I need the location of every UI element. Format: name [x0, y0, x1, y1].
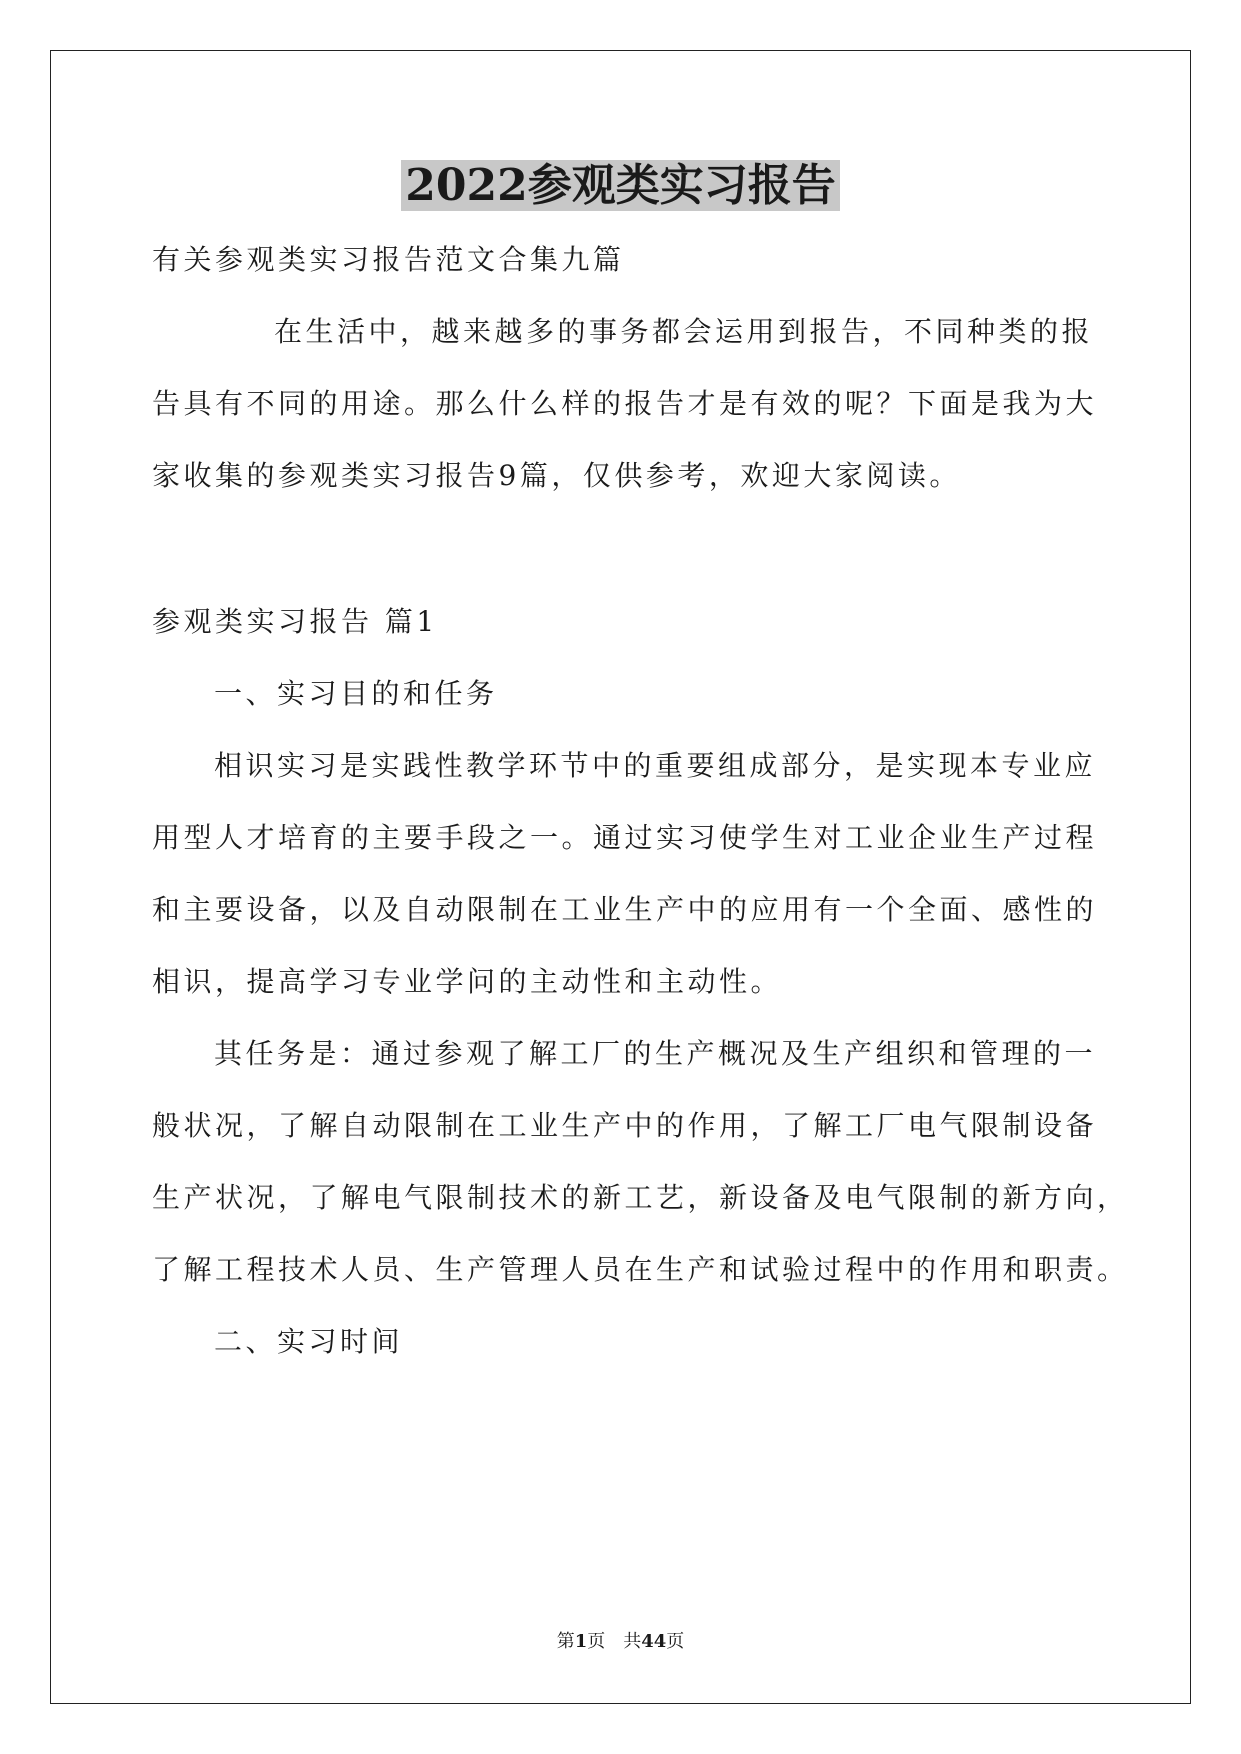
page-border	[50, 50, 1191, 1704]
para1-line-3: 和主要设备，以及自动限制在工业生产中的应用有一个全面、感性的	[152, 893, 1098, 926]
document-title	[0, 156, 1241, 216]
footer-suffix: 页	[666, 1631, 685, 1652]
intro-line-2: 告具有不同的用途。那么什么样的报告才是有效的呢？下面是我为大	[152, 387, 1098, 420]
section-heading: 参观类实习报告 篇1	[152, 605, 438, 638]
document-title-text: 2022参观类实习报告	[401, 160, 839, 211]
intro-line-3: 家收集的参观类实习报告9篇，仅供参考，欢迎大家阅读。	[152, 459, 961, 492]
intro-line-1: 在生活中，越来越多的事务都会运用到报告，不同种类的报	[274, 315, 1094, 348]
footer-mid: 页 共	[587, 1631, 642, 1652]
part2-heading: 二、实习时间	[214, 1325, 404, 1358]
part1-heading: 一、实习目的和任务	[214, 677, 498, 710]
para1-line-1: 相识实习是实践性教学环节中的重要组成部分，是实现本专业应	[214, 749, 1097, 782]
page-footer	[0, 1630, 1241, 1654]
para2-line-4: 了解工程技术人员、生产管理人员在生产和试验过程中的作用和职责。	[152, 1253, 1129, 1286]
footer-page-number: 1	[574, 1631, 588, 1652]
para2-line-3: 生产状况，了解电气限制技术的新工艺，新设备及电气限制的新方向，	[152, 1181, 1129, 1214]
para1-line-4: 相识，提高学习专业学问的主动性和主动性。	[152, 965, 783, 998]
footer-page-total: 44	[641, 1631, 667, 1652]
footer-prefix: 第	[556, 1631, 575, 1652]
subtitle: 有关参观类实习报告范文合集九篇	[152, 243, 625, 276]
para2-line-1: 其任务是：通过参观了解工厂的生产概况及生产组织和管理的一	[214, 1037, 1097, 1070]
para2-line-2: 般状况，了解自动限制在工业生产中的作用，了解工厂电气限制设备	[152, 1109, 1098, 1142]
para1-line-2: 用型人才培育的主要手段之一。通过实习使学生对工业企业生产过程	[152, 821, 1098, 854]
